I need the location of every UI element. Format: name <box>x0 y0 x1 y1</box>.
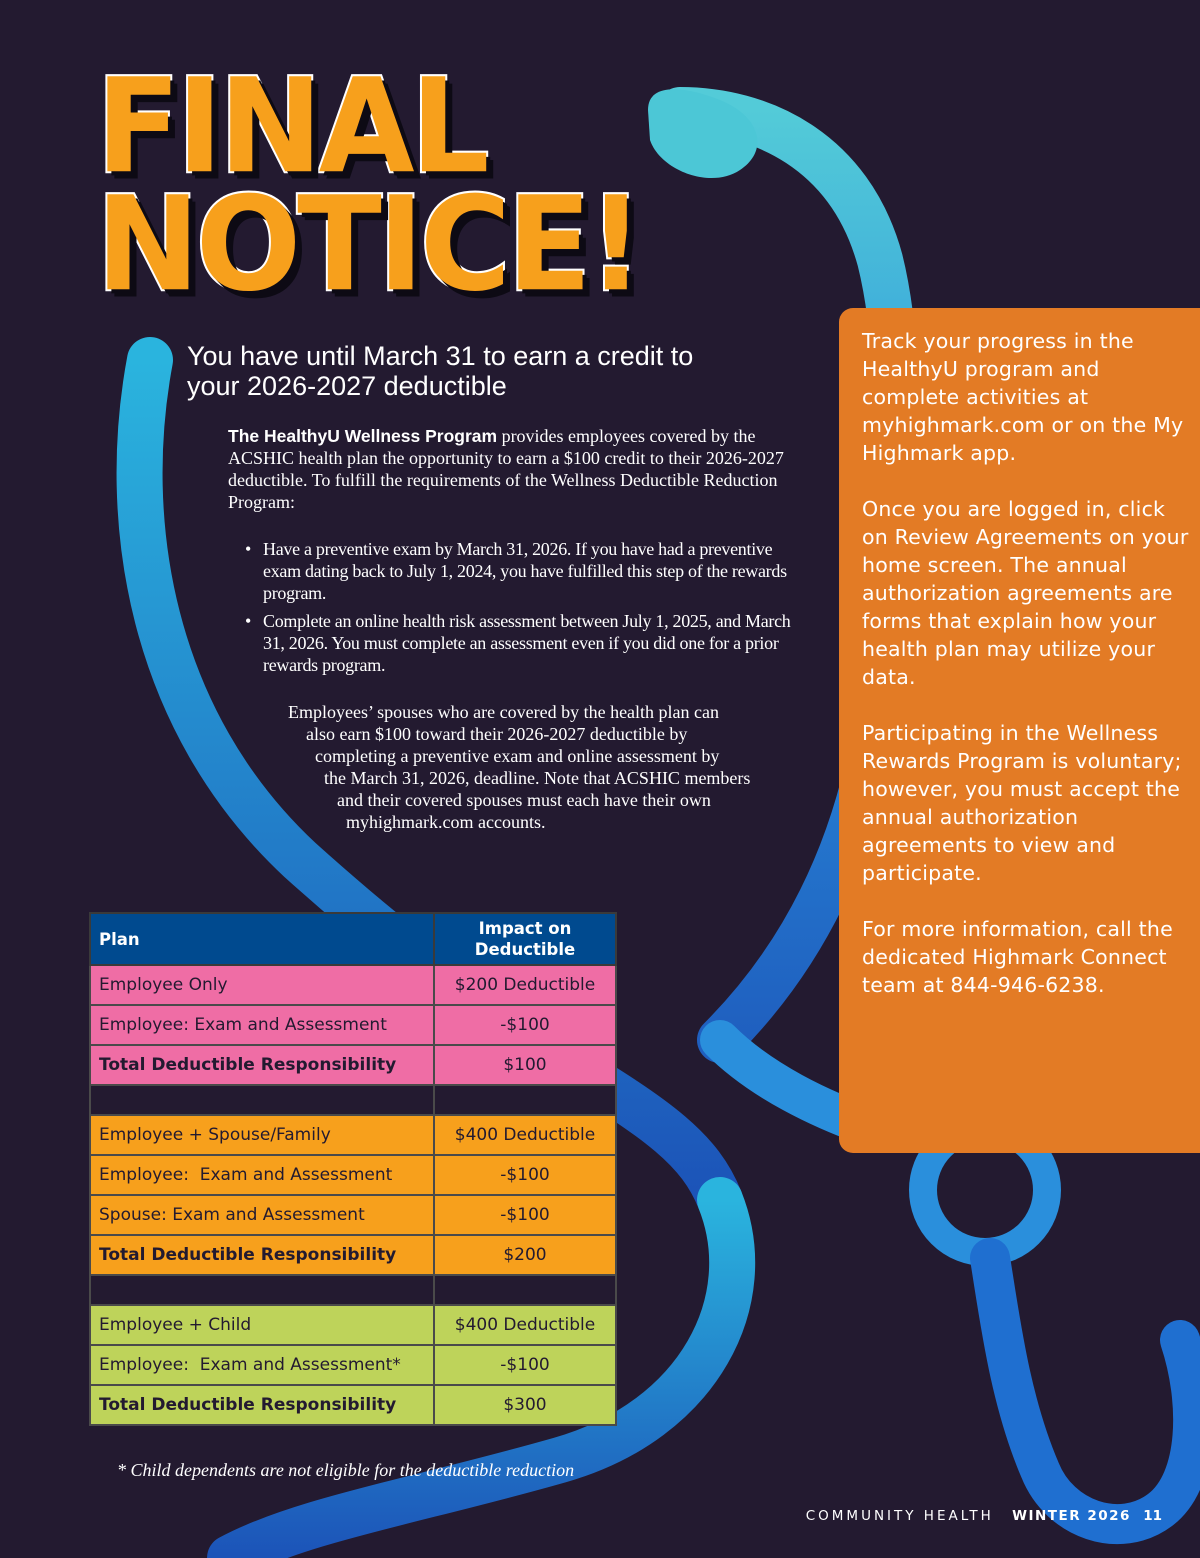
deductible-table <box>89 912 617 1426</box>
sidebar-paragraph: Once you are logged in, click on Review Agreements on your home screen. The annual authorization agreements are forms that explain how your health plan may utilize your data. <box>862 497 1189 689</box>
headline-line-1: FINAL <box>96 51 486 203</box>
impact-cell: $200 Deductible <box>434 965 616 1005</box>
header-impact: Impact on Deductible <box>434 913 616 965</box>
table-row <box>90 1345 616 1385</box>
table-row-total <box>90 1235 616 1275</box>
spouse-note-line: and their covered spouses must each have their own <box>337 790 711 810</box>
plan-cell: Spouse: Exam and Assessment <box>90 1195 434 1235</box>
impact-cell: $200 <box>434 1235 616 1275</box>
requirement-item: • Have a preventive exam by March 31, 2026. If you have had a preventive exam dating back to July 1, 2024, you have fulfilled this step of the rewards program. <box>244 538 806 604</box>
table-row <box>90 1155 616 1195</box>
table-spacer-row <box>90 1085 616 1115</box>
spouse-note-line: myhighmark.com accounts. <box>346 812 546 832</box>
page-number: 11 <box>1143 1508 1162 1524</box>
plan-cell: Employee + Child <box>90 1305 434 1345</box>
program-name: The HealthyU Wellness Program <box>228 426 498 446</box>
plan-cell: Employee + Spouse/Family <box>90 1115 434 1155</box>
impact-cell: $400 Deductible <box>434 1305 616 1345</box>
table-spacer-row <box>90 1275 616 1305</box>
table-row <box>90 965 616 1005</box>
requirements-list <box>244 538 806 682</box>
plan-cell: Employee: Exam and Assessment <box>90 1005 434 1045</box>
page-footer <box>806 1508 1162 1524</box>
intro-text: provides employees covered by the ACSHIC health plan the opportunity to earn a $100 credit to their 2026-2027 deductible. To fulfill the requirements of the Wellness Deductible Reduction Program: <box>228 426 784 512</box>
plan-cell: Employee: Exam and Assessment* <box>90 1345 434 1385</box>
impact-cell: $300 <box>434 1385 616 1425</box>
impact-cell: $400 Deductible <box>434 1115 616 1155</box>
impact-cell: -$100 <box>434 1195 616 1235</box>
impact-cell: -$100 <box>434 1155 616 1195</box>
table-row <box>90 1005 616 1045</box>
subheading: You have until March 31 to earn a credit to your 2026-2027 deductible <box>187 341 694 401</box>
spouse-note-line: the March 31, 2026, deadline. Note that ACSHIC members <box>324 768 751 788</box>
table-header-row <box>90 913 616 965</box>
header-plan: Plan <box>90 913 434 965</box>
table-row-total <box>90 1045 616 1085</box>
sidebar-text <box>862 327 1192 1027</box>
requirement-item: • Complete an online health risk assessment between July 1, 2025, and March 31, 2026. You must complete an assessment even if you did one for a prior rewards program. <box>244 610 806 676</box>
issue-label: WINTER 2026 <box>1012 1508 1131 1524</box>
spouse-note <box>288 701 808 833</box>
table-row <box>90 1305 616 1345</box>
plan-cell: Employee Only <box>90 965 434 1005</box>
impact-cell: $100 <box>434 1045 616 1085</box>
table-row-total <box>90 1385 616 1425</box>
impact-cell: -$100 <box>434 1345 616 1385</box>
table-footnote: * Child dependents are not eligible for the deductible reduction <box>117 1460 575 1480</box>
impact-cell: -$100 <box>434 1005 616 1045</box>
spouse-note-line: completing a preventive exam and online assessment by <box>315 746 720 766</box>
sidebar-paragraph: For more information, call the dedicated Highmark Connect team at 844-946-6238. <box>862 917 1173 997</box>
sidebar-paragraph: Participating in the Wellness Rewards Program is voluntary; however, you must accept the annual authorization agreements to view and participate. <box>862 721 1182 885</box>
headline-line-2: NOTICE! <box>96 169 641 321</box>
spouse-note-line: Employees’ spouses who are covered by the health plan can <box>288 702 720 722</box>
table-row <box>90 1195 616 1235</box>
plan-cell: Total Deductible Responsibility <box>90 1235 434 1275</box>
plan-cell: Total Deductible Responsibility <box>90 1045 434 1085</box>
sidebar-paragraph: Track your progress in the HealthyU program and complete activities at myhighmark.com or on the My Highmark app. <box>862 329 1184 465</box>
intro-paragraph <box>228 425 814 513</box>
plan-cell: Employee: Exam and Assessment <box>90 1155 434 1195</box>
spouse-note-line: also earn $100 toward their 2026-2027 deductible by <box>306 724 688 744</box>
magazine-name: COMMUNITY HEALTH <box>805 1508 994 1524</box>
plan-cell: Total Deductible Responsibility <box>90 1385 434 1425</box>
headline <box>96 51 641 321</box>
table-row <box>90 1115 616 1155</box>
